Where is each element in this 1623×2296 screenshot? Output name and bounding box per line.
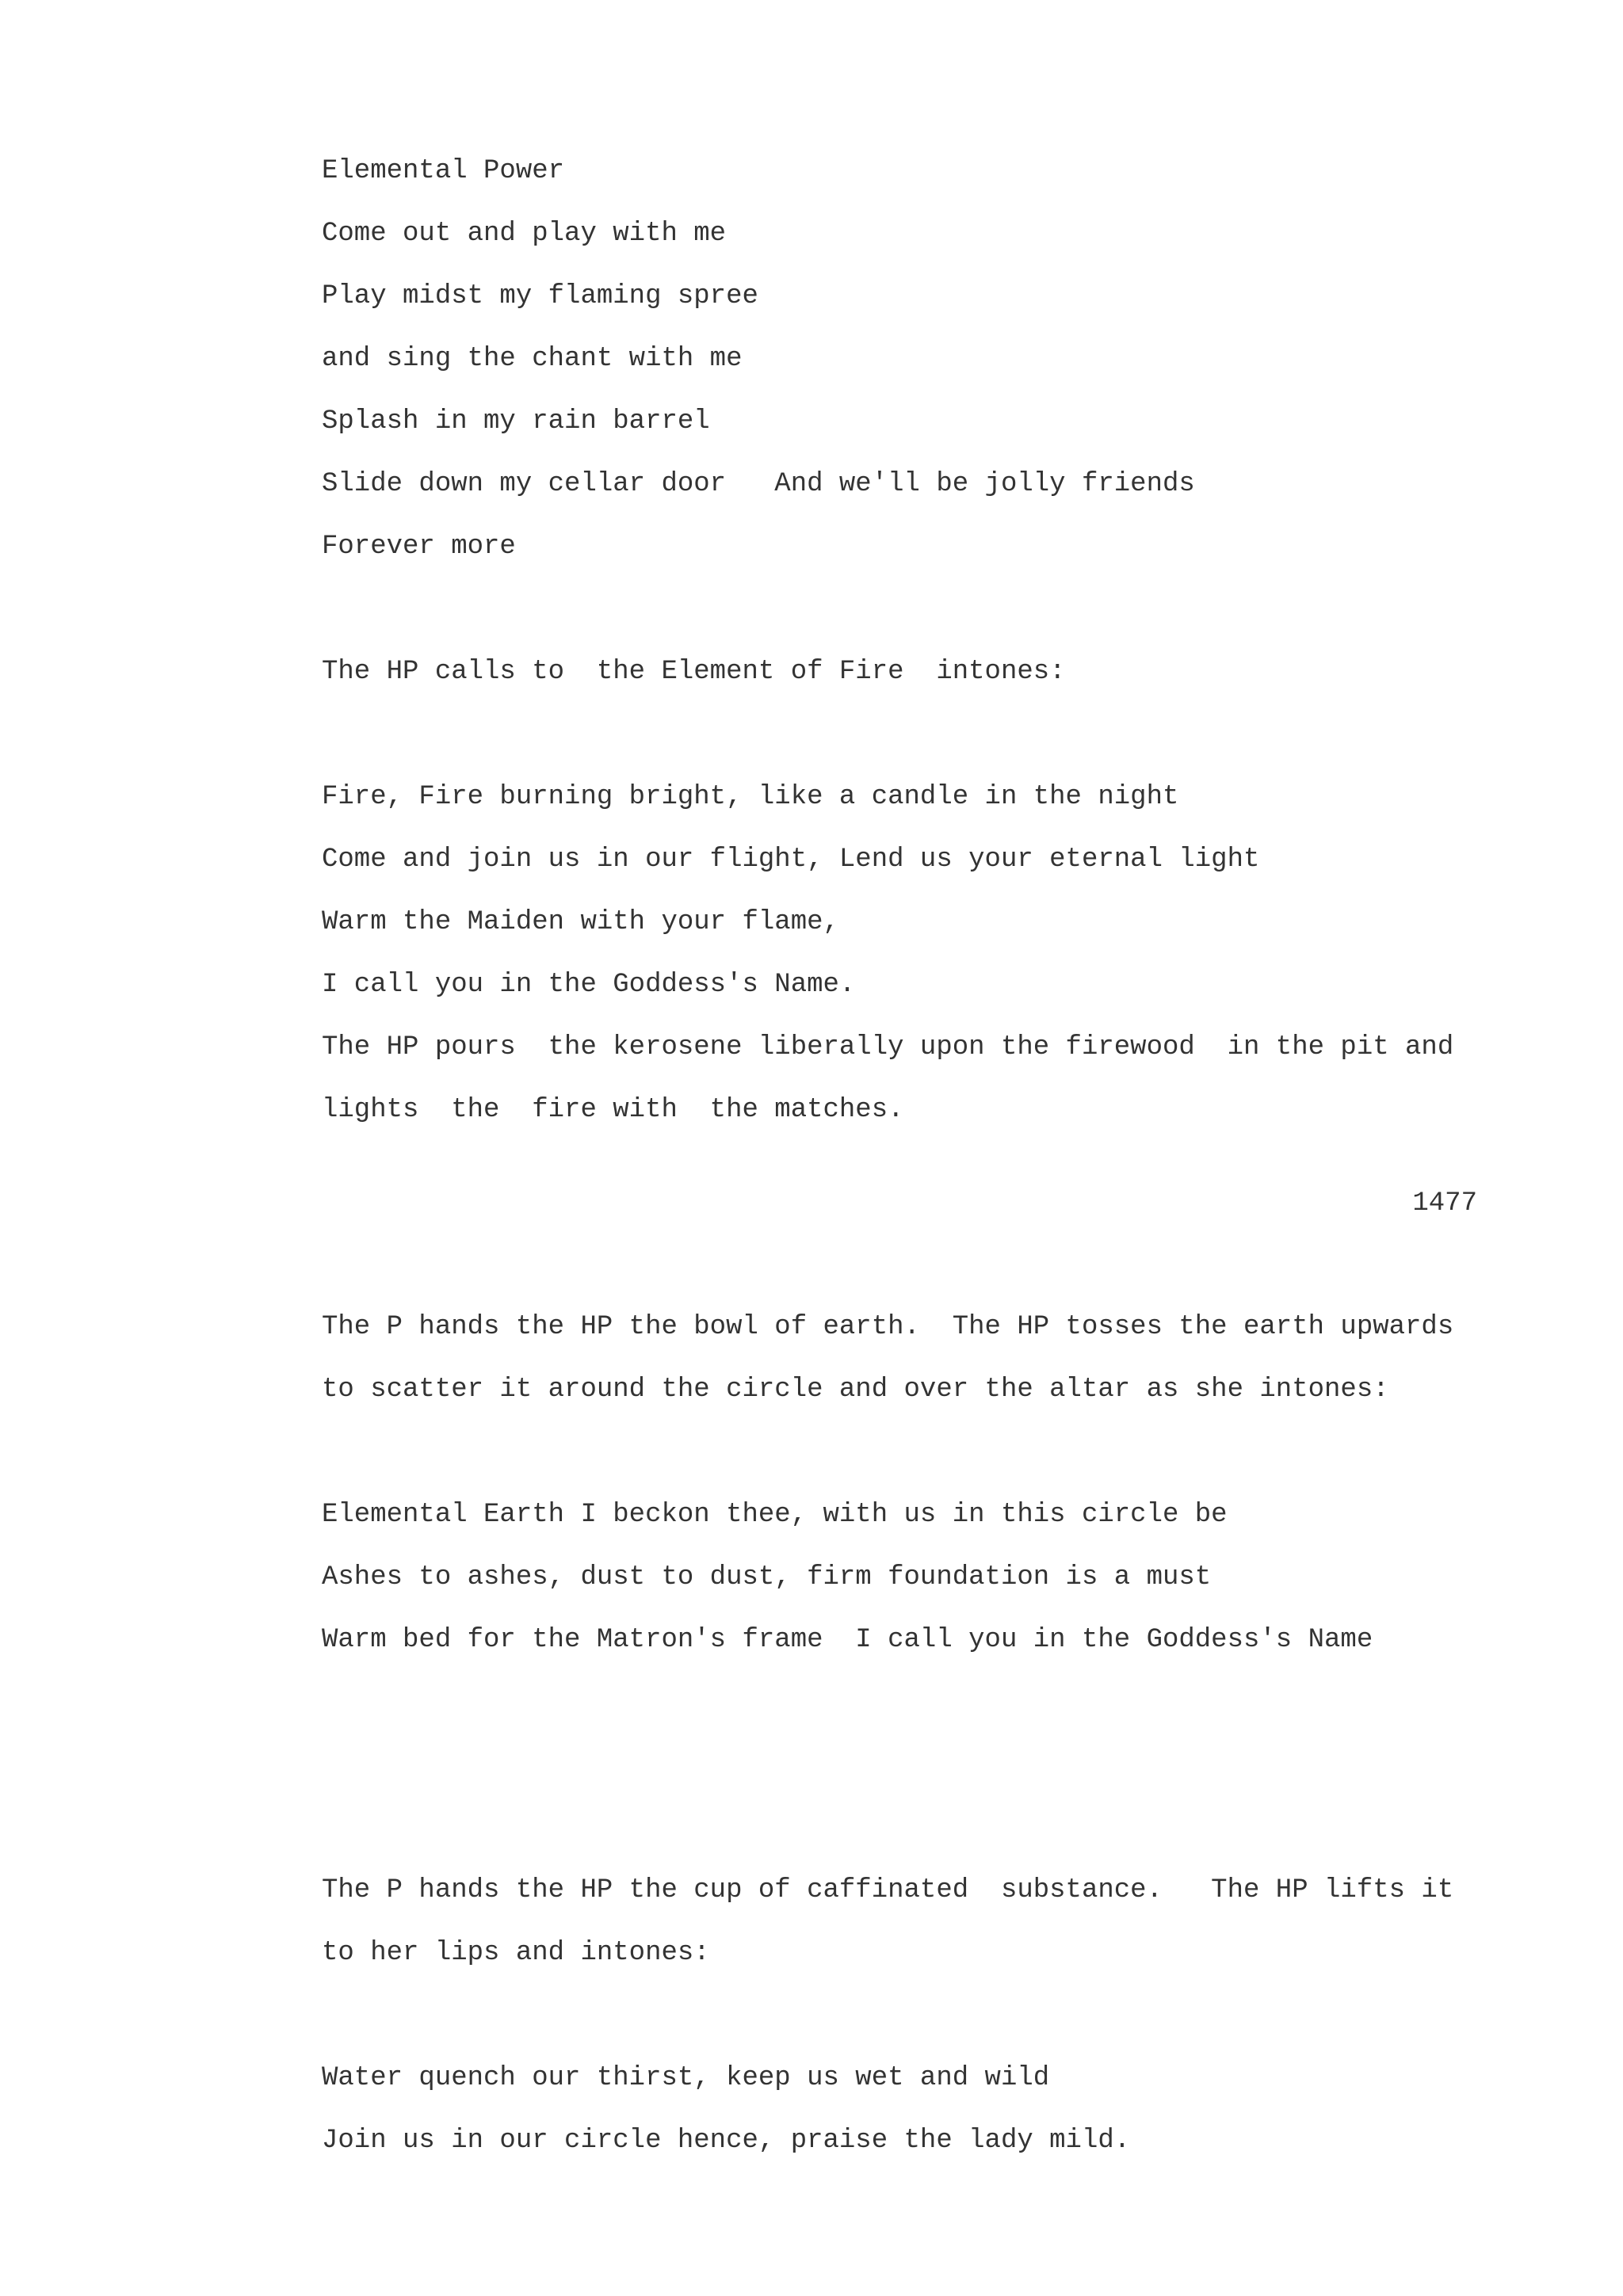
text-line: to her lips and intones: (322, 1938, 710, 1968)
text-line: to scatter it around the circle and over the altar as she intones: (322, 1375, 1389, 1405)
text-line: Slide down my cellar door And we'll be jolly friends (322, 469, 1195, 499)
text-line: Elemental Earth I beckon thee, with us in this circle be (322, 1500, 1228, 1530)
text-line: The P hands the HP the bowl of earth. The HP tosses the earth upwards (322, 1312, 1454, 1342)
text-line: Splash in my rain barrel (322, 406, 710, 437)
text-line: Forever more (322, 532, 516, 562)
page-number: 1477 (1412, 1188, 1477, 1219)
text-line: Join us in our circle hence, praise the lady mild. (322, 2126, 1131, 2156)
text-line: Warm bed for the Matron's frame I call you in the Goddess's Name (322, 1625, 1373, 1655)
text-line: Warm the Maiden with your flame, (322, 907, 839, 937)
text-line: Fire, Fire burning bright, like a candle in the night (322, 782, 1179, 812)
text-line: Play midst my flaming spree (322, 281, 758, 311)
text-line: The P hands the HP the cup of caffinated substance. The HP lifts it (322, 1875, 1454, 1905)
text-line: I call you in the Goddess's Name. (322, 970, 856, 1000)
text-line: Elemental Power (322, 156, 565, 186)
text-line: Come out and play with me (322, 219, 727, 249)
text-line: Water quench our thirst, keep us wet and wild (322, 2063, 1050, 2093)
text-line: The HP pours the kerosene liberally upon the firewood in the pit and (322, 1032, 1454, 1062)
text-line: Come and join us in our flight, Lend us your eternal light (322, 845, 1260, 875)
text-line: lights the fire with the matches. (322, 1095, 904, 1125)
text-line: Ashes to ashes, dust to dust, firm foundation is a must (322, 1562, 1212, 1592)
text-line: and sing the chant with me (322, 344, 743, 374)
text-line: The HP calls to the Element of Fire intones: (322, 657, 1066, 687)
